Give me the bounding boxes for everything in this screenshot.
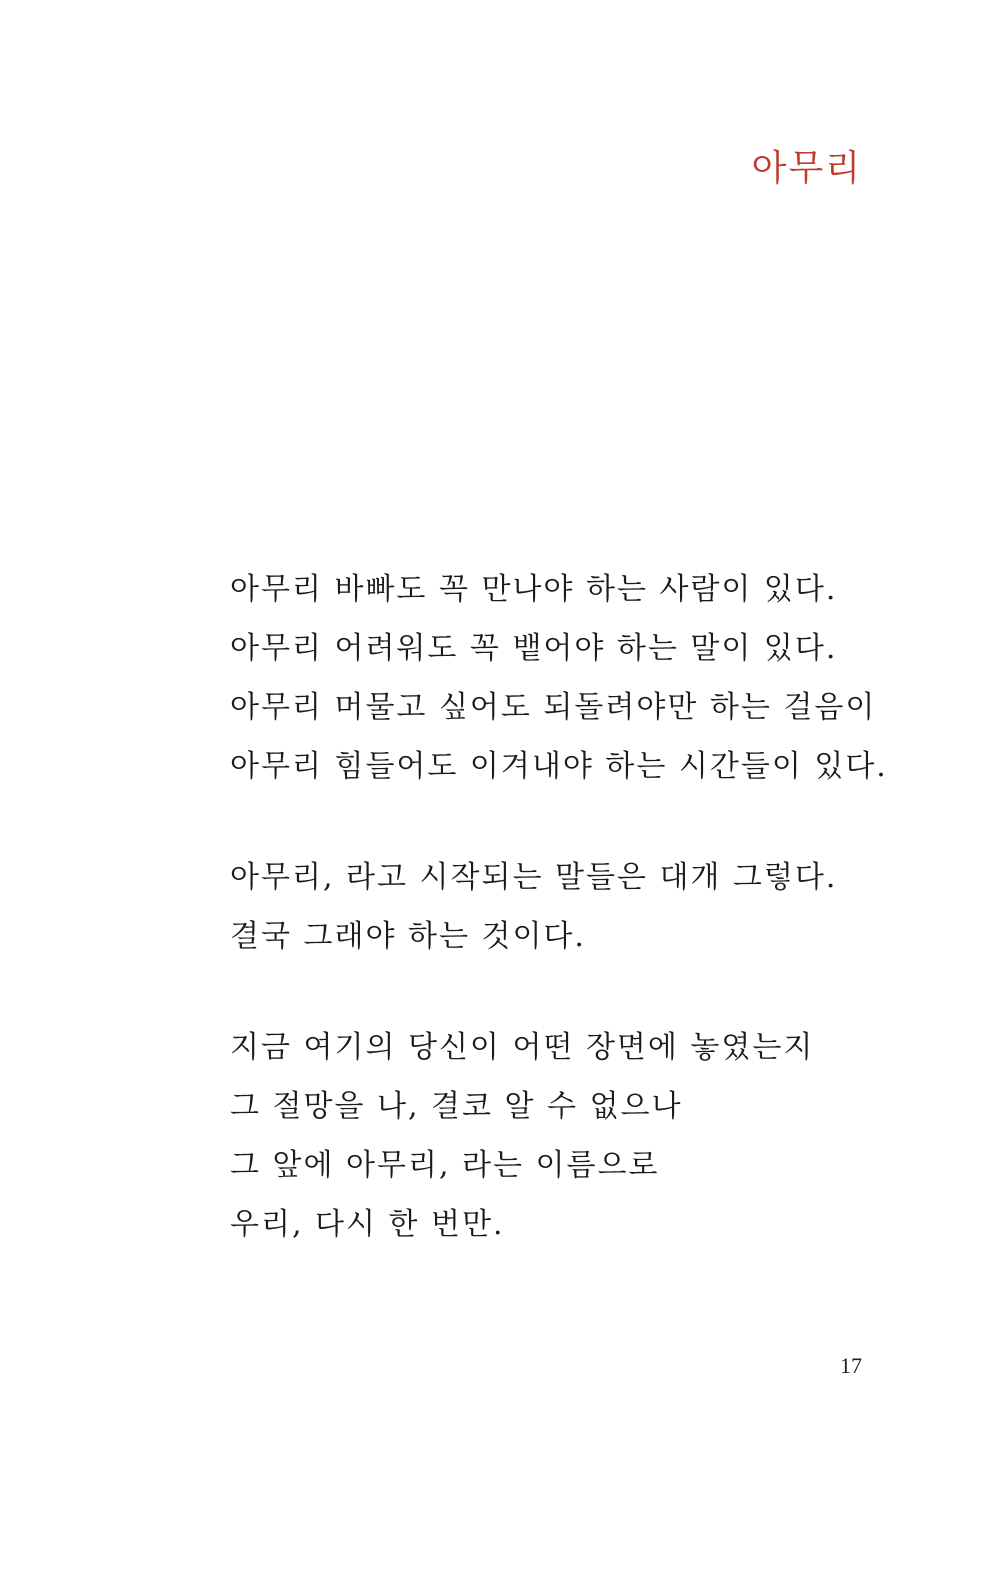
page-number: 17 bbox=[840, 1353, 862, 1378]
poem-line: 결국 그래야 하는 것이다. bbox=[230, 919, 586, 954]
poem-title: 아무리 bbox=[751, 148, 862, 189]
poem-line: 아무리 힘들어도 이겨내야 하는 시간들이 있다. bbox=[230, 749, 888, 784]
stanza-3 bbox=[230, 1018, 910, 1254]
poem-line: 그 앞에 아무리, 라는 이름으로 bbox=[230, 1148, 660, 1183]
stanza-2 bbox=[230, 848, 910, 966]
stanza-1 bbox=[230, 560, 910, 796]
poem-line: 아무리, 라고 시작되는 말들은 대개 그렇다. bbox=[230, 860, 838, 895]
poem-body bbox=[230, 560, 910, 1306]
poem-line: 우리, 다시 한 번만. bbox=[230, 1207, 505, 1242]
poem-line: 그 절망을 나, 결코 알 수 없으나 bbox=[230, 1089, 683, 1124]
poem-line: 지금 여기의 당신이 어떤 장면에 놓였는지 bbox=[230, 1030, 815, 1065]
poem-line: 아무리 바빠도 꼭 만나야 하는 사람이 있다. bbox=[230, 572, 838, 607]
poem-line: 아무리 어려워도 꼭 뱉어야 하는 말이 있다. bbox=[230, 631, 838, 666]
poem-line: 아무리 머물고 싶어도 되돌려야만 하는 걸음이 bbox=[230, 690, 877, 725]
